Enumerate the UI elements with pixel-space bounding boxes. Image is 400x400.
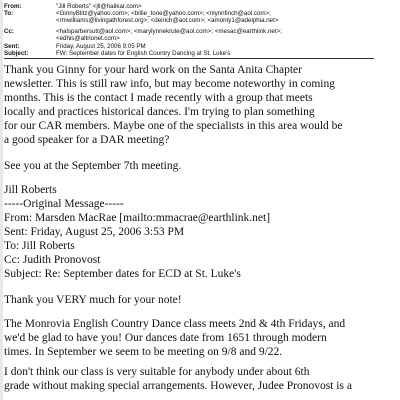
subject-value: FW: September dates for English Country Dancing at St. Luke's <box>56 50 231 57</box>
sent-value: Friday, August 25, 2006 9:05 PM <box>56 43 146 50</box>
cc-value-line-1: <halsparbersutt@aol.com>; <marylynnekrute@aol.com>; <mesac@earthlink.net>; <box>56 28 282 35</box>
from-label: From: <box>4 3 22 10</box>
body-line: See you at the September 7th meeting. <box>4 160 182 172</box>
original-subject: Subject: Re: September dates for ECD at St. Luke's <box>4 268 241 280</box>
highlighted-line: times. In September we seem to be meeting on 9/8 and 9/22. <box>4 346 283 358</box>
signature-name: Jill Roberts <box>4 184 57 196</box>
highlighted-line: The Monrovia English Country Dance class meets 2nd & 4th Fridays, and <box>4 318 346 330</box>
body-line: I don't think our class is very suitable for anybody under about 6th <box>4 366 310 378</box>
original-cc: Cc: Judith Pronovost <box>4 254 101 266</box>
cc-value-line-2: <edhis@altrionet.com> <box>56 35 120 42</box>
body-line: newsletter. This is still raw info, but may become noteworthy in coming <box>4 78 335 90</box>
original-from: From: Marsden MacRae [mailto:mmacrae@earthlink.net] <box>4 212 271 224</box>
body-line: for our CAR members. Maybe one of the specialists in this area would be <box>4 120 343 132</box>
subject-label: Subject: <box>4 50 29 57</box>
original-message-divider: -----Original Message----- <box>4 198 124 210</box>
body-line: a good speaker for a DAR meeting? <box>4 134 170 146</box>
from-value: "Jill Roberts" <jll@halikar.com> <box>56 3 142 10</box>
sent-label: Sent: <box>4 43 20 50</box>
cc-label: Cc: <box>4 28 14 35</box>
original-to: To: Jill Roberts <box>4 240 75 252</box>
body-line: Thank you Ginny for your hard work on the Santa Anita Chapter <box>4 64 302 76</box>
body-line: locally and practices historical dances. I'm trying to plan something <box>4 106 315 118</box>
body-line: months. This is the contact I made recently with a group that meets <box>4 92 313 104</box>
header-divider <box>4 58 374 59</box>
to-label: To: <box>4 10 14 17</box>
body-line: grade without making special arrangements. However, Judee Pronovost is a <box>4 380 352 392</box>
to-value-line-2: <rmwilliams@livingathforest.org>; <deirich@aol.com>; <amonty1@adelphia.net> <box>56 17 279 24</box>
scan-edge <box>0 0 3 400</box>
original-sent: Sent: Friday, August 25, 2006 3:53 PM <box>4 226 185 238</box>
body-line: Thank you VERY much for your note! <box>4 294 182 306</box>
highlighted-line: we'd be glad to have you! Our dances date from 1651 through modern <box>4 332 327 344</box>
to-value-line-1: <GinnyBlitz@yahoo.com>; <billie_tone@yahoo.com>; <nlynnfinch@aol.com>; <box>56 10 271 17</box>
